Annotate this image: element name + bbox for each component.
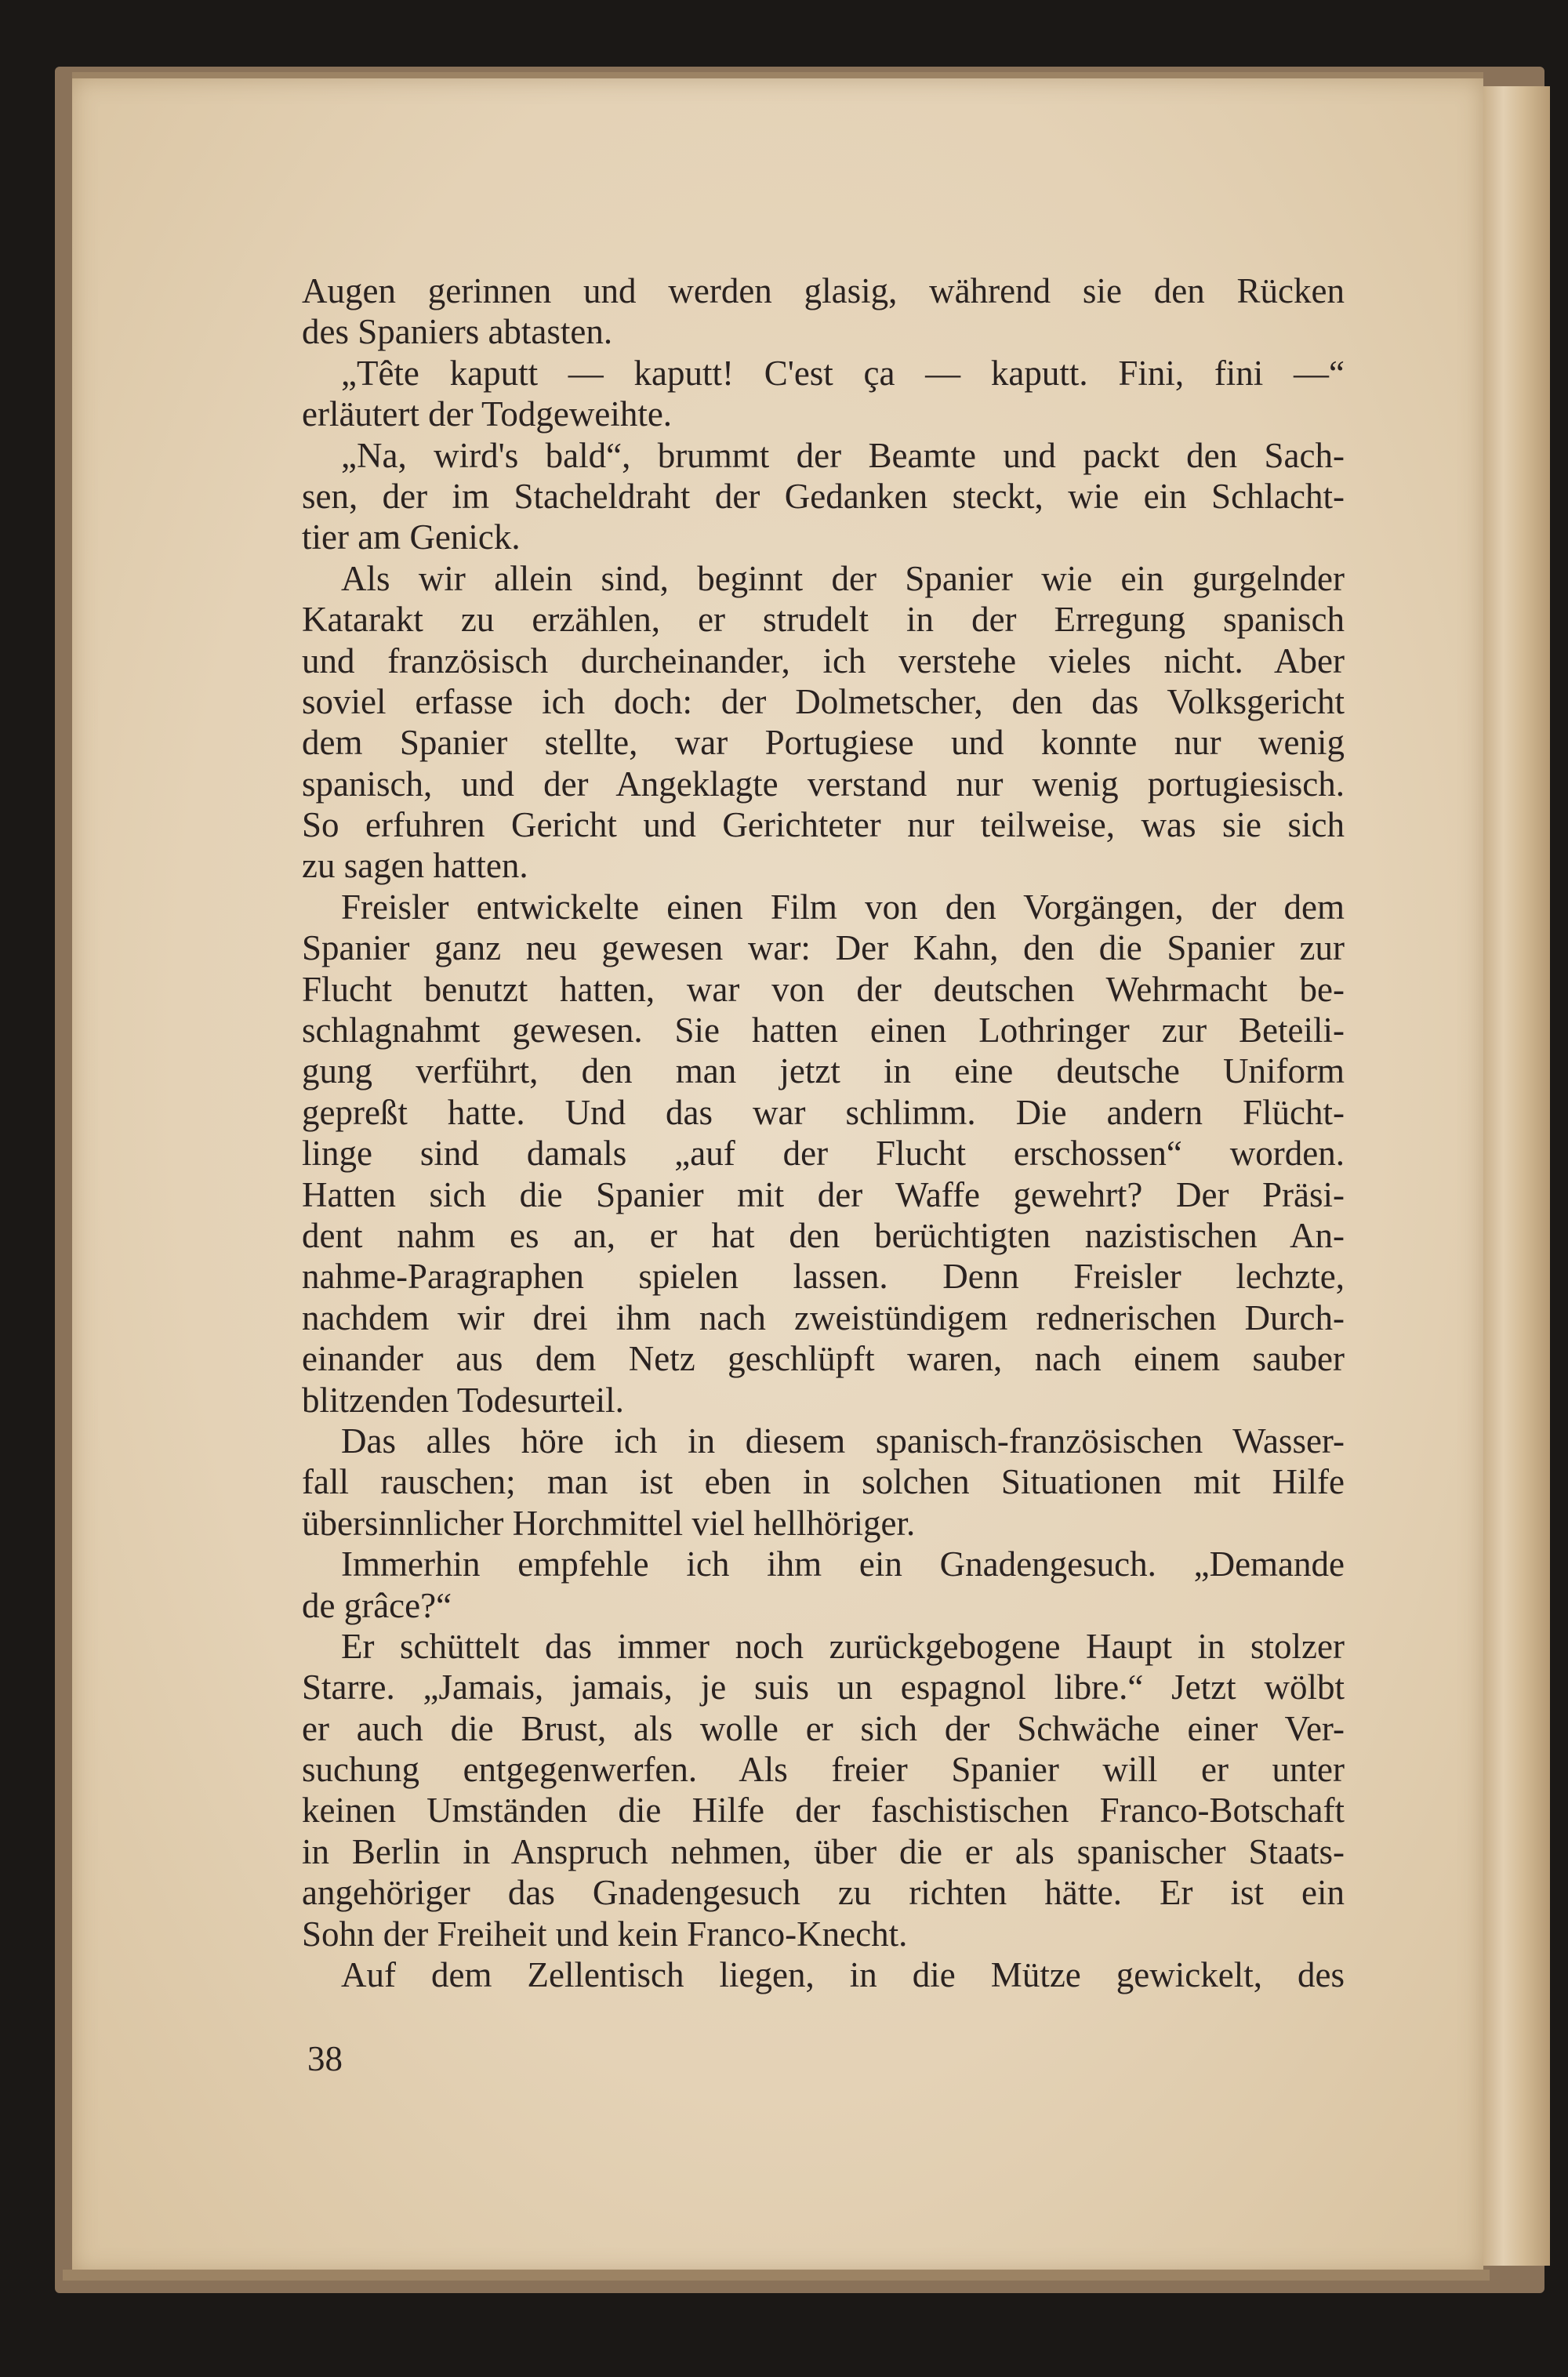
text-line: nahme-Paragraphen spielen lassen. Denn Freisler lechzte, — [302, 1257, 1345, 1297]
text-line: Freisler entwickelte einen Film von den Vorgängen, der dem — [341, 887, 1345, 927]
page-edges — [1483, 86, 1550, 2266]
text-line: schlagnahmt gewesen. Sie hatten einen Lothringer zur Beteili- — [302, 1011, 1345, 1051]
text-line: linge sind damals „auf der Flucht erschossen“ worden. — [302, 1134, 1345, 1174]
text-line: er auch die Brust, als wolle er sich der Schwäche einer Ver- — [302, 1708, 1345, 1748]
text-line: angehöriger das Gnadengesuch zu richten hätte. Er ist ein — [302, 1873, 1345, 1913]
text-line: „Tête kaputt — kaputt! C'est ça — kaputt. Fini, fini —“ — [341, 353, 1345, 393]
text-line: sen, der im Stacheldraht der Gedanken steckt, wie ein Schlacht- — [302, 476, 1345, 516]
text-line: „Na, wird's bald“, brummt der Beamte und packt den Sach- — [341, 435, 1345, 475]
text-line: spanisch, und der Angeklagte verstand nur wenig portugiesisch. — [302, 764, 1345, 804]
text-line: in Berlin in Anspruch nehmen, über die er als spanischer Staats- — [302, 1831, 1345, 1871]
text-line: einander aus dem Netz geschlüpft waren, nach einem sauber — [302, 1339, 1345, 1379]
text-line: fall rauschen; man ist eben in solchen Situationen mit Hilfe — [302, 1462, 1345, 1502]
text-line: Auf dem Zellentisch liegen, in die Mütze gewickelt, des — [341, 1955, 1345, 1995]
text-line: Augen gerinnen und werden glasig, während sie den Rücken — [302, 271, 1345, 310]
text-line: und französisch durcheinander, ich verstehe vieles nicht. Aber — [302, 641, 1345, 680]
text-line: tier am Genick. — [302, 517, 521, 557]
text-line: nachdem wir drei ihm nach zweistündigem rednerischen Durch- — [302, 1297, 1345, 1337]
text-line: Hatten sich die Spanier mit der Waffe gewehrt? Der Präsi- — [302, 1174, 1345, 1214]
text-line: blitzenden Todesurteil. — [302, 1380, 624, 1420]
text-line: Katarakt zu erzählen, er strudelt in der Erregung spanisch — [302, 600, 1345, 640]
text-line: des Spaniers abtasten. — [302, 312, 613, 352]
text-line: keinen Umständen die Hilfe der faschistischen Franco-Botschaft — [302, 1791, 1345, 1831]
text-line: übersinnlicher Horchmittel viel hellhöriger. — [302, 1503, 916, 1543]
text-line: Er schüttelt das immer noch zurückgebogene Haupt in stolzer — [341, 1626, 1345, 1666]
text-line: Als wir allein sind, beginnt der Spanier wie ein gurgelnder — [341, 558, 1345, 598]
text-line: gung verführt, den man jetzt in eine deutsche Uniform — [302, 1051, 1345, 1091]
text-line: suchung entgegenwerfen. Als freier Spanier will er unter — [302, 1750, 1345, 1790]
page-body-text — [302, 270, 1345, 1995]
text-line: dent nahm es an, er hat den berüchtigten nazistischen An- — [302, 1215, 1345, 1255]
text-line: Spanier ganz neu gewesen war: Der Kahn, den die Spanier zur — [302, 928, 1345, 968]
text-line: gepreßt hatte. Und das war schlimm. Die andern Flücht- — [302, 1092, 1345, 1132]
text-line: zu sagen hatten. — [302, 846, 528, 886]
text-line: erläutert der Todgeweihte. — [302, 394, 673, 434]
text-line: soviel erfasse ich doch: der Dolmetscher, den das Volksgericht — [302, 681, 1345, 721]
text-line: dem Spanier stellte, war Portugiese und konnte nur wenig — [302, 723, 1345, 763]
text-line: Sohn der Freiheit und kein Franco-Knecht. — [302, 1914, 908, 1954]
page-bottom-edge — [63, 2270, 1490, 2281]
text-line: Flucht benutzt hatten, war von der deutschen Wehrmacht be- — [302, 969, 1345, 1009]
text-line: Das alles höre ich in diesem spanisch-französischen Wasser- — [341, 1421, 1345, 1461]
text-line: Immerhin empfehle ich ihm ein Gnadengesuch. „Demande — [341, 1544, 1345, 1584]
text-line: Starre. „Jamais, jamais, je suis un espagnol libre.“ Jetzt wölbt — [302, 1668, 1345, 1707]
text-line: de grâce?“ — [302, 1585, 452, 1625]
page-number: 38 — [307, 2039, 343, 2078]
text-line: So erfuhren Gericht und Gerichteter nur teilweise, was sie sich — [302, 805, 1345, 845]
